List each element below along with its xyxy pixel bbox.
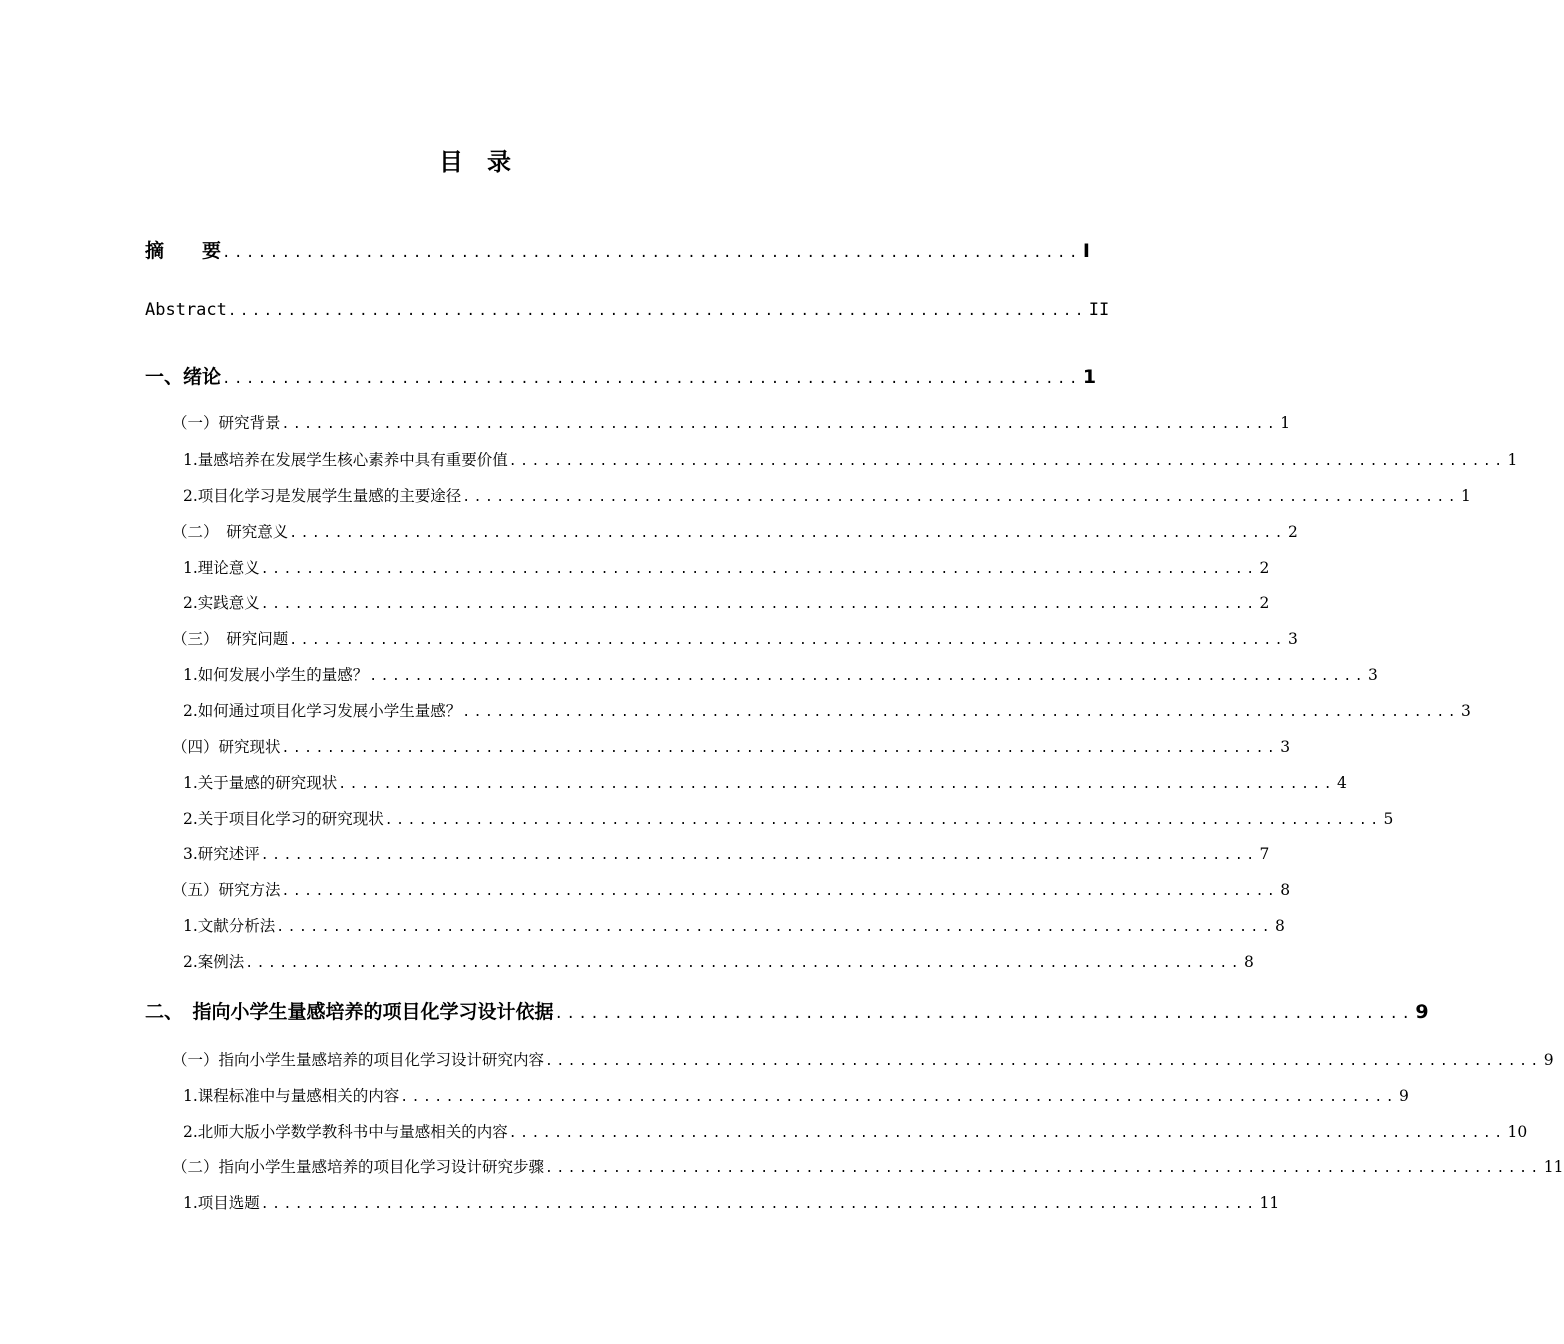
- toc-entry-page: I: [1082, 240, 1090, 262]
- toc-entry-subsection[interactable]: [183, 914, 1285, 936]
- toc-entry-page: 3: [1280, 738, 1291, 756]
- toc-entry-label: 1.关于量感的研究现状: [183, 774, 338, 792]
- toc-entry-page: 10: [1507, 1123, 1528, 1141]
- leader-dots: ........................................................................................: [260, 562, 1258, 577]
- toc-entry-label: 1.项目选题: [183, 1194, 260, 1212]
- toc-entry-label: （五）研究方法: [172, 881, 281, 899]
- toc-entry-page: 2: [1259, 594, 1270, 612]
- toc-entry-label: （四）研究现状: [172, 738, 281, 756]
- toc-entry-section[interactable]: [172, 627, 1298, 649]
- toc-entry-subsection[interactable]: [183, 842, 1270, 864]
- toc-entry-section[interactable]: [172, 520, 1298, 542]
- leader-dots: ........................................................................................: [545, 1161, 1542, 1176]
- toc-entry-subsection[interactable]: [183, 1191, 1280, 1213]
- toc-entry-page: 7: [1259, 845, 1270, 863]
- toc-entry-label: 摘 要: [145, 240, 222, 262]
- toc-entry-subsection[interactable]: [183, 1120, 1528, 1142]
- toc-entry-section[interactable]: [172, 1155, 1564, 1177]
- toc-entry-label: 2.北师大版小学数学教科书中与量感相关的内容: [183, 1123, 508, 1141]
- toc-entry-label: （一）研究背景: [172, 414, 281, 432]
- toc-entry-page: 3: [1461, 702, 1471, 720]
- toc-entry-section[interactable]: [172, 411, 1291, 433]
- toc-entry-label: （三） 研究问题: [172, 630, 289, 648]
- leader-dots: ........................................................................................: [508, 454, 1506, 469]
- toc-entry-page: 3: [1288, 630, 1298, 648]
- toc-entry-page: 3: [1368, 666, 1378, 684]
- leader-dots: ........................................................................................: [369, 669, 1367, 684]
- toc-entry-page: 2: [1288, 523, 1298, 541]
- toc-entry-label: 1.量感培养在发展学生核心素养中具有重要价值: [183, 451, 508, 469]
- leader-dots: ........................................................................................: [289, 633, 1287, 648]
- toc-entry-page: 11: [1543, 1158, 1564, 1176]
- leader-dots: ........................................................................................: [508, 1126, 1506, 1141]
- toc-entry-subsection[interactable]: [183, 663, 1378, 685]
- toc-entry-subsection[interactable]: [183, 448, 1518, 470]
- toc-entry-page: 8: [1244, 953, 1254, 971]
- toc-entry-label: 1.如何发展小学生的量感？: [183, 666, 369, 684]
- leader-dots: ........................................................................................: [545, 1054, 1542, 1069]
- toc-entry-abstract-en[interactable]: [145, 300, 1110, 320]
- toc-entry-label: Abstract: [145, 300, 227, 320]
- toc-entry-label: 二、 指向小学生量感培养的项目化学习设计依据: [145, 1001, 554, 1023]
- toc-entry-page: II: [1088, 300, 1110, 320]
- toc-title: 目 录: [439, 148, 511, 176]
- toc-entry-page: 11: [1259, 1194, 1280, 1212]
- toc-entry-page: 5: [1383, 810, 1394, 828]
- leader-dots: ........................................................................................: [338, 777, 1336, 792]
- toc-entry-label: 2.实践意义: [183, 594, 260, 612]
- toc-entry-page: 1: [1507, 451, 1518, 469]
- toc-entry-subsection[interactable]: [183, 484, 1471, 506]
- toc-entry-page: 9: [1399, 1087, 1409, 1105]
- leader-dots: ........................................................................................: [289, 526, 1287, 541]
- toc-entry-label: 2.案例法: [183, 953, 245, 971]
- toc-entry-chapter-2[interactable]: [145, 997, 1429, 1024]
- toc-entry-page: 1: [1461, 487, 1471, 505]
- toc-entry-chapter-1[interactable]: [145, 362, 1097, 389]
- toc-entry-section[interactable]: [172, 735, 1291, 757]
- toc-entry-page: 9: [1415, 1001, 1429, 1023]
- toc-entry-label: （一）指向小学生量感培养的项目化学习设计研究内容: [172, 1051, 545, 1069]
- toc-entry-page: 4: [1337, 774, 1347, 792]
- toc-entry-label: 2.关于项目化学习的研究现状: [183, 810, 384, 828]
- toc-entry-label: 2.如何通过项目化学习发展小学生量感？: [183, 702, 462, 720]
- leader-dots: ........................................................................................: [281, 884, 1279, 899]
- toc-entry-subsection[interactable]: [183, 556, 1270, 578]
- toc-entry-label: 1.理论意义: [183, 559, 260, 577]
- toc-entry-page: 8: [1280, 881, 1291, 899]
- leader-dots: ........................................................................: [554, 1006, 1414, 1022]
- toc-entry-label: 一、绪论: [145, 366, 222, 388]
- toc-entry-subsection[interactable]: [183, 591, 1270, 613]
- leader-dots: ........................................................................: [222, 245, 1081, 261]
- toc-entry-label: （二） 研究意义: [172, 523, 289, 541]
- leader-dots: ........................................................................................: [281, 417, 1279, 432]
- toc-entry-section[interactable]: [172, 1048, 1554, 1070]
- toc-entry-subsection[interactable]: [183, 807, 1394, 829]
- leader-dots: ........................................................................................: [384, 813, 1382, 828]
- toc-entry-subsection[interactable]: [183, 950, 1254, 972]
- toc-entry-subsection[interactable]: [183, 771, 1347, 793]
- leader-dots: ........................................................................................: [260, 597, 1258, 612]
- toc-entry-label: 2.项目化学习是发展学生量感的主要途径: [183, 487, 462, 505]
- toc-entry-label: （二）指向小学生量感培养的项目化学习设计研究步骤: [172, 1158, 545, 1176]
- toc-entry-page: 2: [1259, 559, 1270, 577]
- leader-dots: ........................................................................: [227, 303, 1087, 319]
- leader-dots: ........................................................................................: [462, 705, 1460, 720]
- leader-dots: ........................................................................................: [400, 1090, 1398, 1105]
- toc-entry-page: 1: [1280, 414, 1291, 432]
- leader-dots: ........................................................................: [222, 371, 1081, 387]
- toc-entry-page: 9: [1543, 1051, 1554, 1069]
- leader-dots: ........................................................................................: [276, 920, 1274, 935]
- toc-entry-subsection[interactable]: [183, 1084, 1409, 1106]
- toc-entry-section[interactable]: [172, 878, 1291, 900]
- leader-dots: ........................................................................................: [260, 1197, 1258, 1212]
- toc-entry-label: 1.文献分析法: [183, 917, 276, 935]
- toc-entry-subsection[interactable]: [183, 699, 1471, 721]
- leader-dots: ........................................................................................: [462, 490, 1460, 505]
- toc-entry-label: 3.研究述评: [183, 845, 260, 863]
- toc-entry-abstract-cn[interactable]: [145, 236, 1090, 263]
- leader-dots: ........................................................................................: [281, 741, 1279, 756]
- toc-entry-page: 8: [1275, 917, 1285, 935]
- toc-entry-page: 1: [1082, 366, 1097, 388]
- leader-dots: ........................................................................................: [260, 848, 1258, 863]
- toc-entry-label: 1.课程标准中与量感相关的内容: [183, 1087, 400, 1105]
- leader-dots: ........................................................................................: [245, 956, 1243, 971]
